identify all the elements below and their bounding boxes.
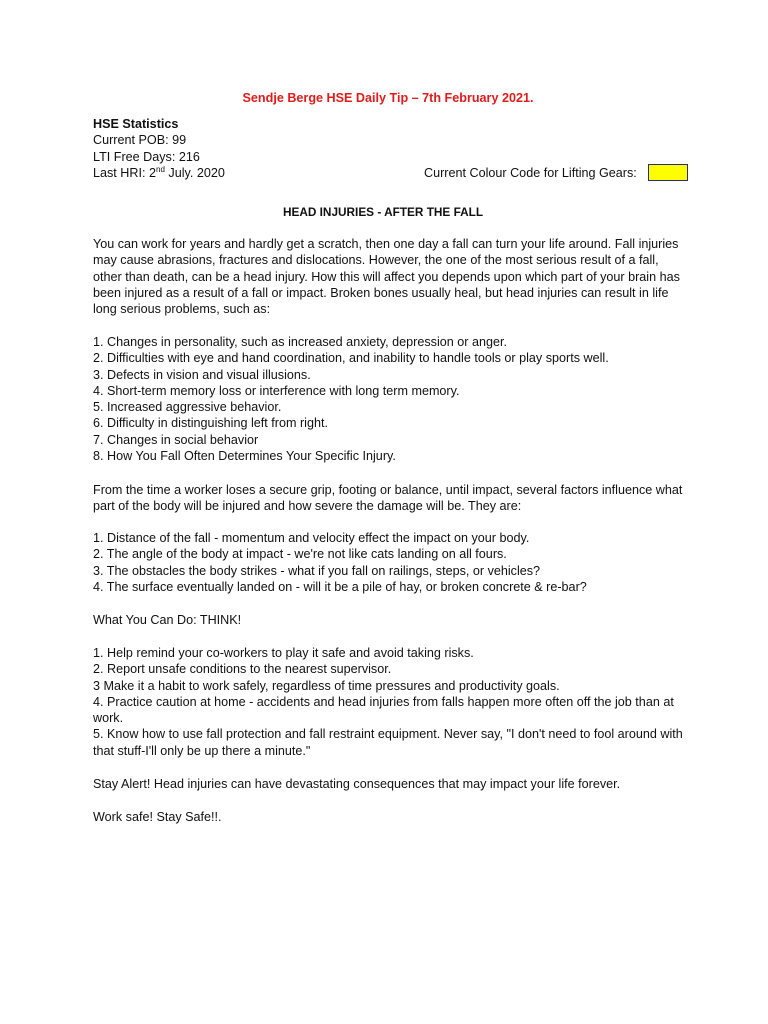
stay-alert-text: Stay Alert! Head injuries can have devastating consequences that may impact your life forever. [93, 777, 621, 791]
problems-list [93, 334, 683, 464]
list-item: 2. The angle of the body at impact - we're not like cats landing on all fours. [93, 547, 507, 562]
list-item: 1. Changes in personality, such as increased anxiety, depression or anger. [93, 335, 507, 349]
list-item: 3 Make it a habit to work safely, regardless of time pressures and productivity goals. [93, 678, 560, 693]
list-item: 5. Know how to use fall protection and fall restraint equipment. Never say, "I don't need to fool around with that stuff-I'll only be up there a minute." [93, 727, 683, 758]
list-item: 6. Difficulty in distinguishing left from right. [93, 416, 328, 431]
document-title: Sendje Berge HSE Daily Tip – 7th February 2021. [242, 91, 534, 105]
colour-code-label: Current Colour Code for Lifting Gears: [424, 165, 637, 180]
last-hri-prefix: Last HRI: 2 [93, 165, 156, 180]
actions-list [93, 645, 683, 759]
intro-paragraph [93, 236, 683, 317]
hse-statistics [93, 116, 693, 181]
intro-text: You can work for years and hardly get a scratch, then one day a fall can turn your life around. Fall injuries may cause abrasions, fractures and dislocations. However, the one of the most serious result of a fall, other than death, can be a head injury. How this will affect you depends upon which part of your brain has been injured as a result of a fall or impact. Broken bones usually heal, but head injuries can result in life long serious problems, such as: [93, 237, 680, 317]
list-item: 2. Difficulties with eye and hand coordination, and inability to handle tools or play sports well. [93, 351, 609, 366]
list-item: 8. How You Fall Often Determines Your Specific Injury. [93, 449, 396, 464]
list-item: 4. The surface eventually landed on - will it be a pile of hay, or broken concrete & re-bar? [93, 579, 587, 594]
last-hri-suffix: July. 2020 [164, 165, 225, 180]
list-item: 1. Help remind your co-workers to play it safe and avoid taking risks. [93, 646, 474, 660]
lti-free-days: LTI Free Days: 216 [93, 149, 200, 164]
list-item: 2. Report unsafe conditions to the nearest supervisor. [93, 662, 392, 677]
list-item: 3. The obstacles the body strikes - what if you fall on railings, steps, or vehicles? [93, 563, 541, 578]
last-hri [93, 166, 225, 180]
list-item: 3. Defects in vision and visual illusions. [93, 367, 311, 382]
list-item: 4. Short-term memory loss or interference with long term memory. [93, 383, 460, 398]
factors-intro-paragraph [93, 482, 683, 515]
last-hri-row [93, 165, 693, 181]
factors-intro-text: From the time a worker loses a secure grip, footing or balance, until impact, several factors influence what part of the body will be injured and how severe the damage will be. They are: [93, 483, 683, 514]
last-hri-ordinal: nd [156, 164, 165, 174]
what-you-can-do: What You Can Do: THINK! [93, 613, 242, 627]
stats-heading: HSE Statistics [93, 117, 179, 131]
list-item: 4. Practice caution at home - accidents and head injuries from falls happen more often off the job than at work. [93, 694, 674, 726]
list-item: 1. Distance of the fall - momentum and velocity effect the impact on your body. [93, 531, 530, 545]
list-item: 7. Changes in social behavior [93, 432, 259, 447]
list-item: 5. Increased aggressive behavior. [93, 400, 282, 415]
colour-code-swatch [648, 164, 688, 181]
closing-text: Work safe! Stay Safe!!. [93, 810, 222, 824]
section-heading: HEAD INJURIES - AFTER THE FALL [282, 205, 484, 219]
current-pob: Current POB: 99 [93, 133, 187, 148]
factors-list [93, 530, 683, 595]
